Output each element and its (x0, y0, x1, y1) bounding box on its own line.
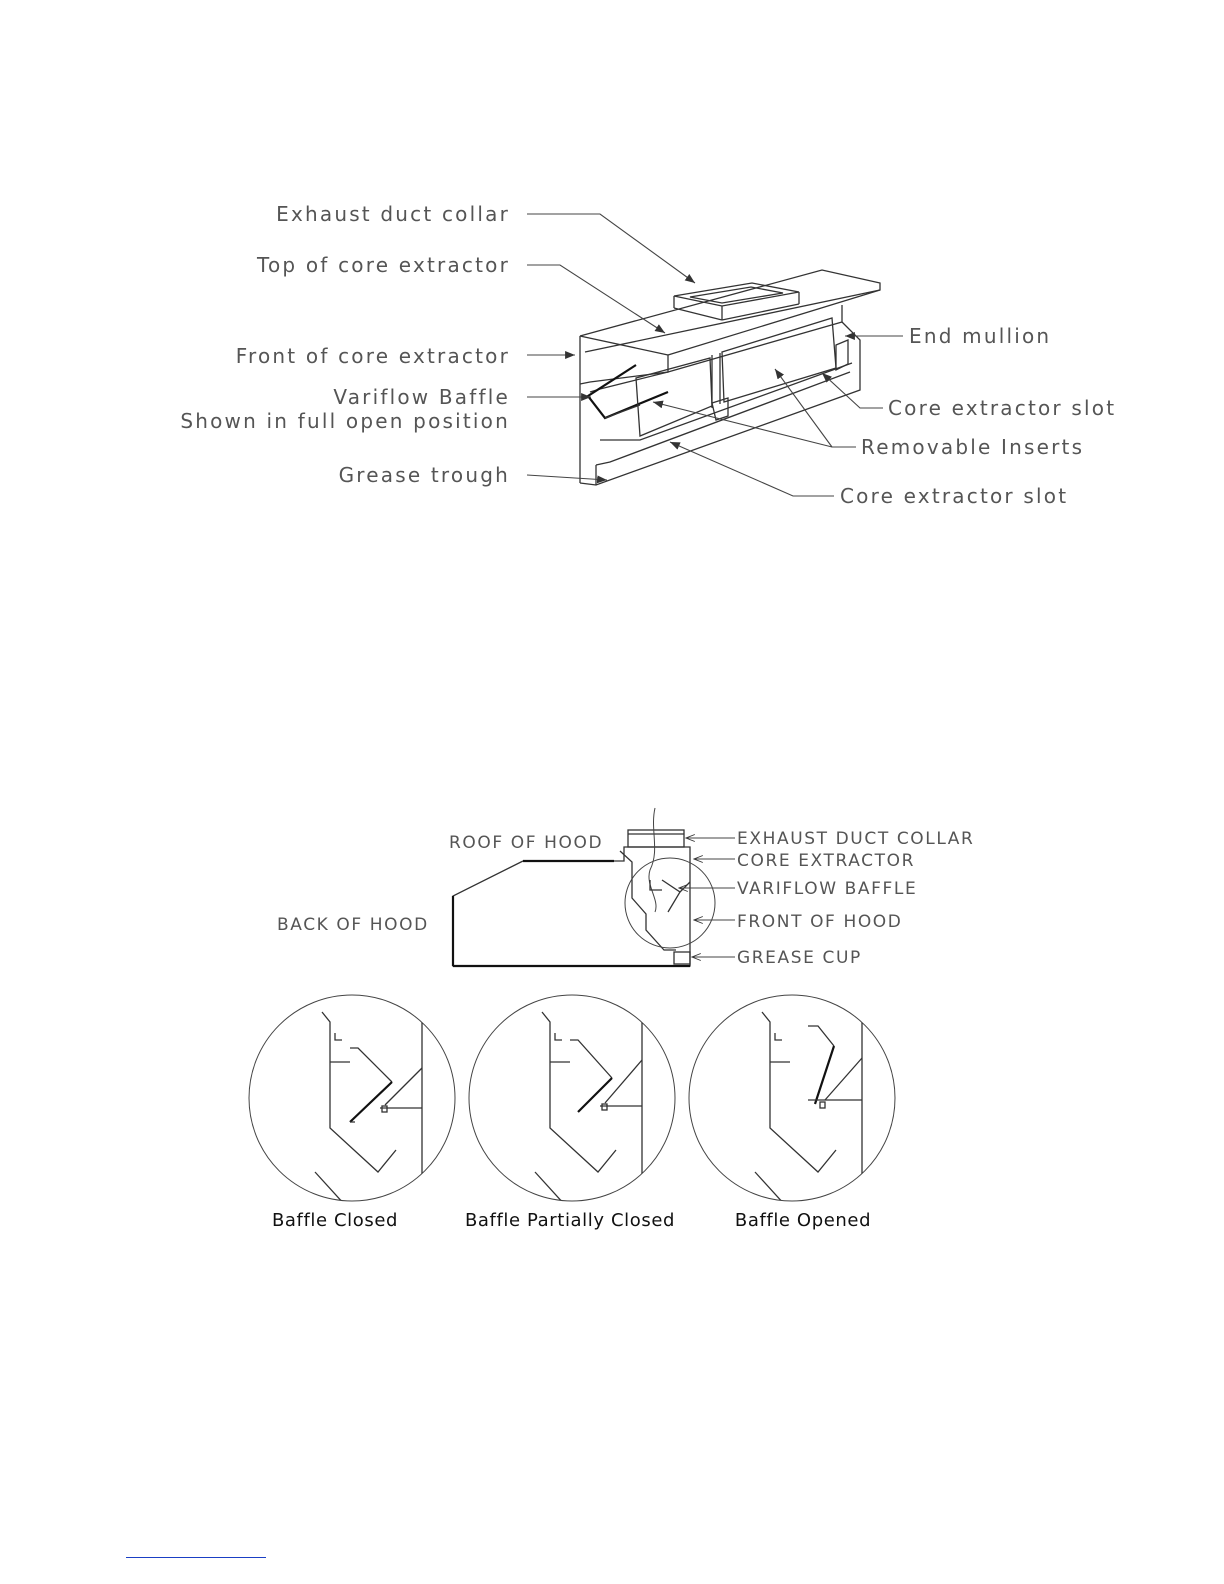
iso-labels (180, 202, 1116, 508)
label-top-of-core-extractor: Top of core extractor (256, 253, 510, 277)
label-core-extractor-slot-lower: Core extractor slot (840, 484, 1069, 508)
label-back-of-hood: BACK OF HOOD (277, 915, 429, 935)
removable-inserts-shape (636, 318, 848, 436)
label-variflow-baffle: Variflow Baffle (333, 385, 510, 409)
label-section-core-extractor: CORE EXTRACTOR (737, 851, 915, 871)
footer-rule (126, 1557, 266, 1558)
exhaust-duct-collar-shape (674, 283, 799, 320)
label-section-grease-cup: GREASE CUP (737, 948, 862, 968)
label-front-of-core-extractor: Front of core extractor (235, 344, 510, 368)
label-roof-of-hood: ROOF OF HOOD (449, 833, 604, 853)
label-exhaust-duct-collar: Exhaust duct collar (276, 202, 510, 226)
caption-baffle-closed: Baffle Closed (271, 1210, 399, 1231)
caption-baffle-partially-closed: Baffle Partially Closed (464, 1210, 676, 1231)
label-grease-trough: Grease trough (338, 463, 510, 487)
label-variflow-baffle-note: Shown in full open position (180, 409, 510, 433)
iso-leader-lines (527, 214, 903, 496)
label-section-front-of-hood: FRONT OF HOOD (737, 912, 903, 932)
hood-section-outline (453, 808, 715, 966)
caption-baffle-opened: Baffle Opened (734, 1210, 872, 1231)
detail-views (249, 995, 895, 1231)
label-core-extractor-slot-upper: Core extractor slot (888, 396, 1117, 420)
label-end-mullion: End mullion (909, 324, 1052, 348)
label-section-exhaust-duct-collar: EXHAUST DUCT COLLAR (737, 829, 975, 849)
section-view (277, 808, 974, 968)
label-section-variflow-baffle: VARIFLOW BAFFLE (737, 879, 918, 899)
section-leader-lines (679, 838, 735, 957)
detail-baffle-closed (249, 995, 455, 1231)
isometric-view (180, 202, 1116, 508)
detail-baffle-opened (689, 995, 895, 1231)
detail-baffle-partially-closed (465, 995, 675, 1231)
label-removable-inserts: Removable Inserts (861, 435, 1085, 459)
